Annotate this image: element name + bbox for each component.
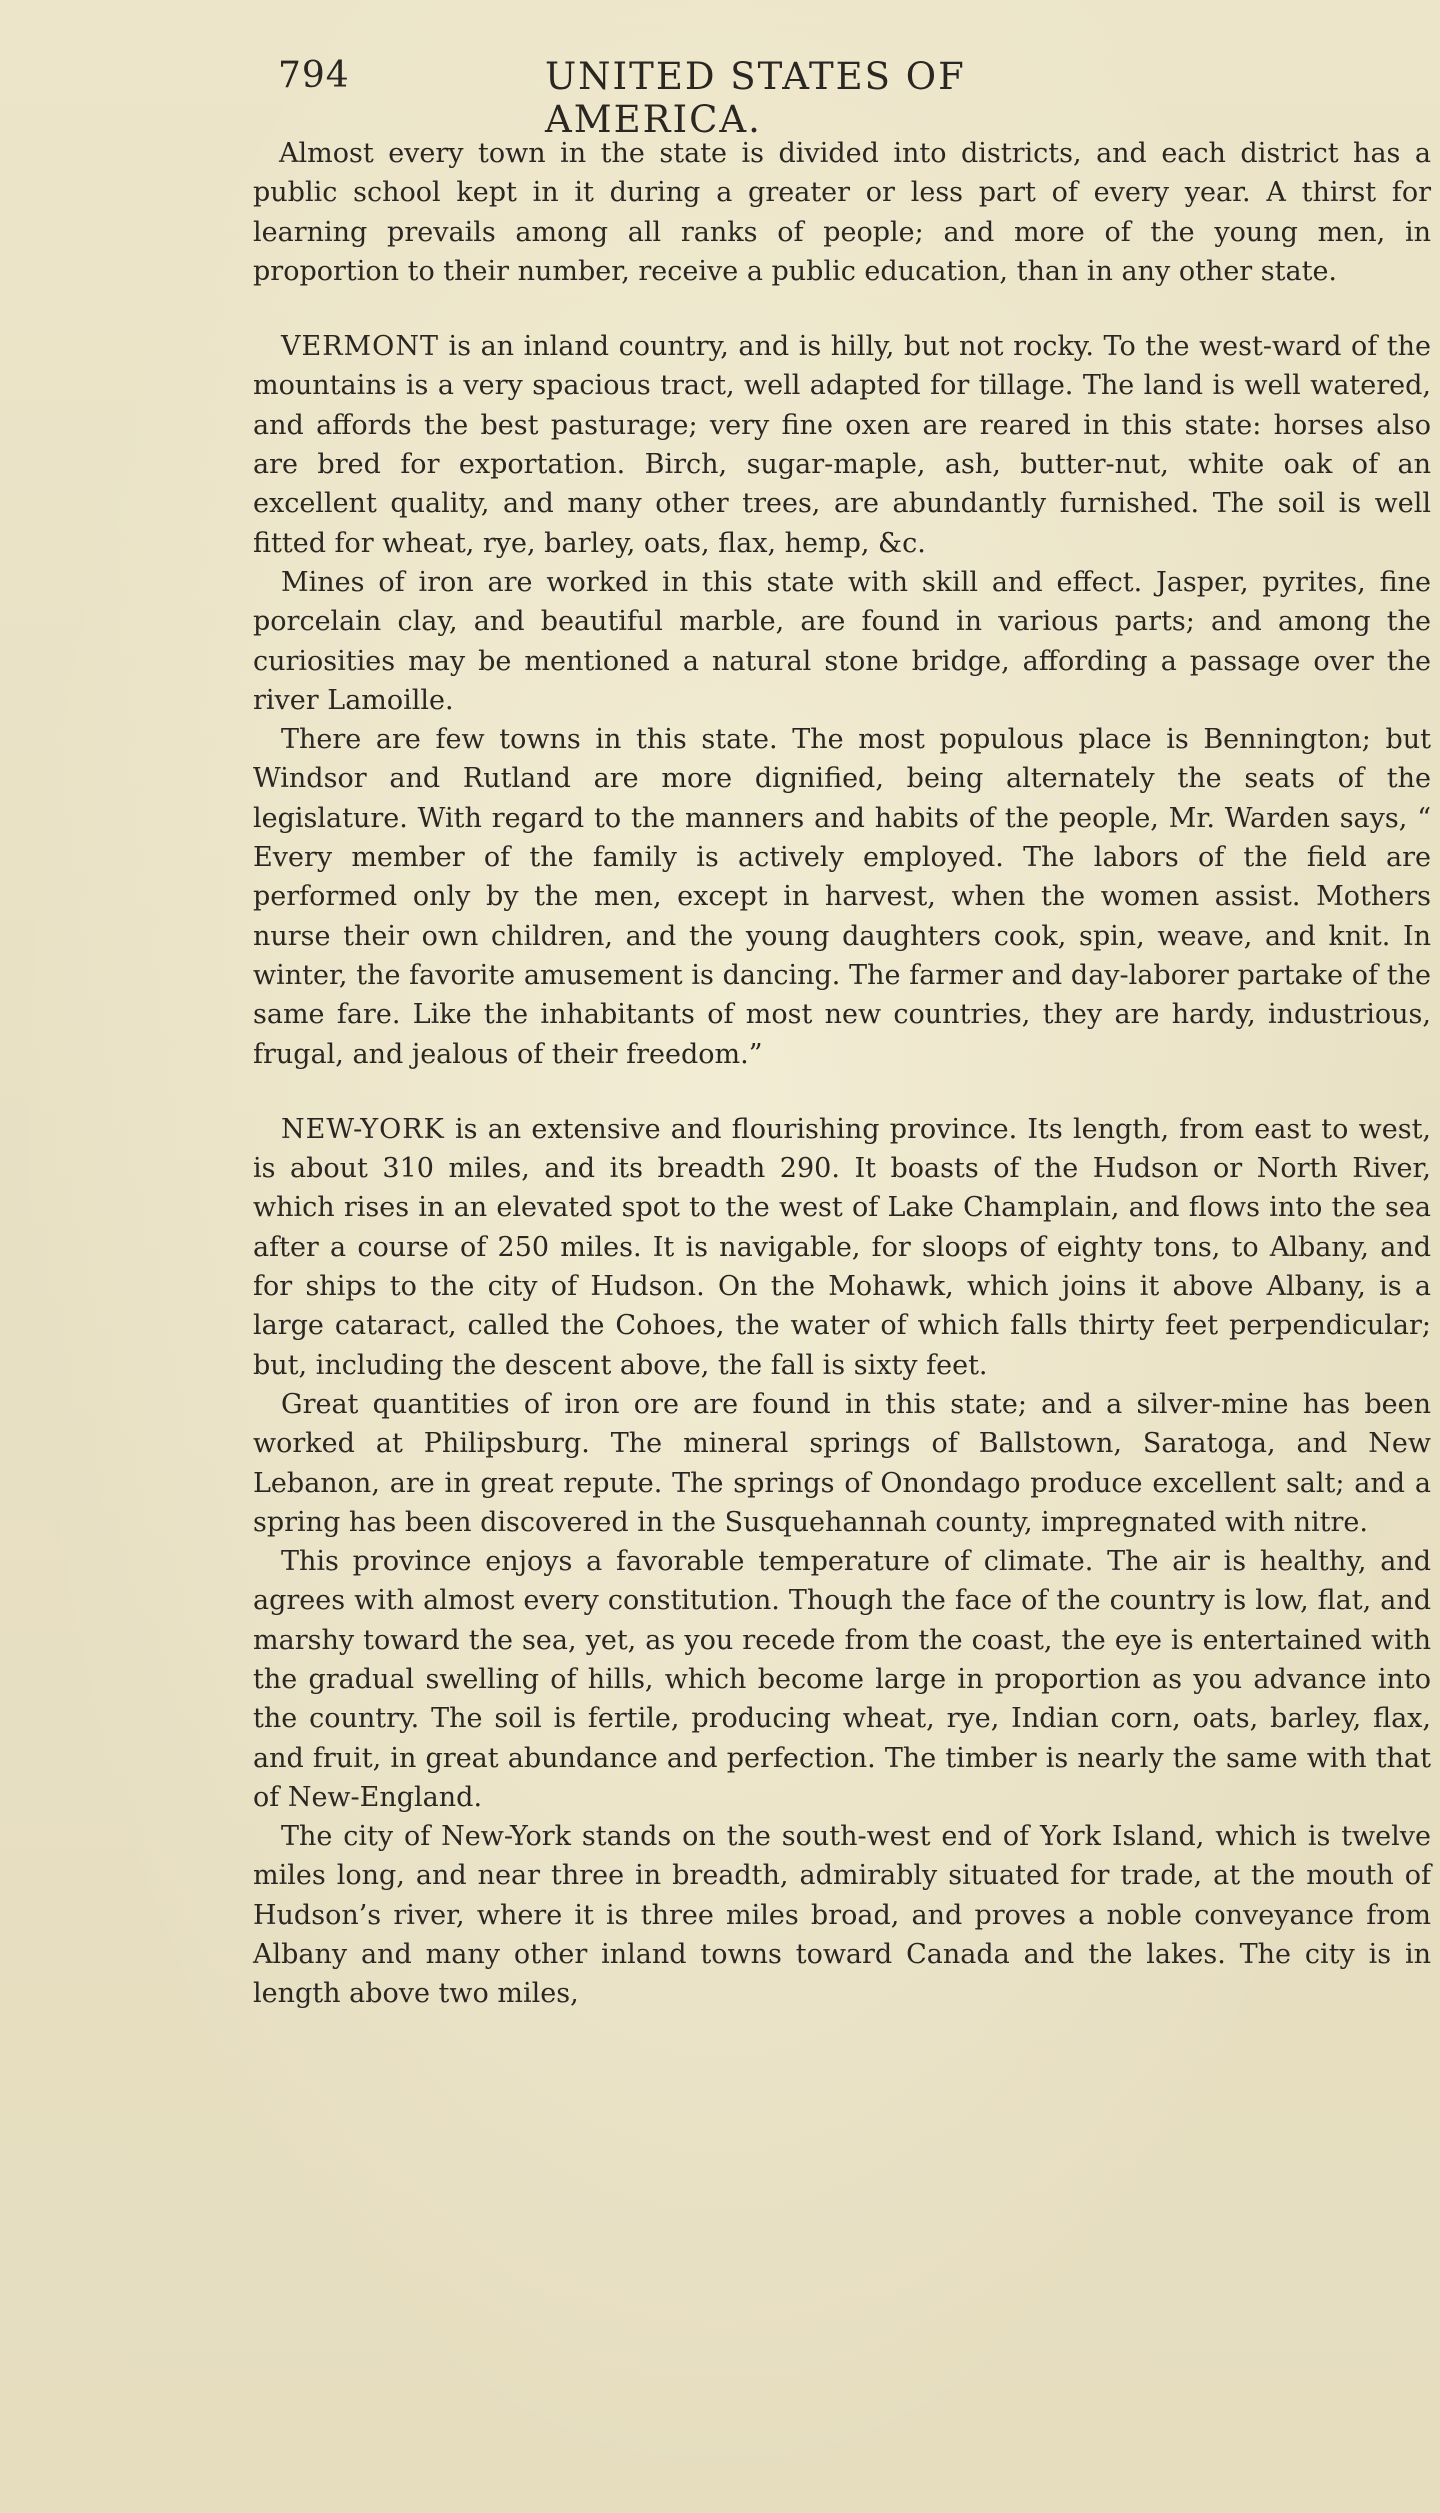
paragraph-newyork-intro xyxy=(253,1110,1431,1385)
page-header xyxy=(270,55,1190,141)
paragraph-text: is an inland country, and is hilly, but not rocky. To the west-ward of the mountains is a very spacious tract, well adapted for tillage. The land is well watered, and affords the best pasturage; very fine oxen are reared in this state: horses also are bred for exportation. Birch, sugar-maple, ash, butter-nut, white oak of an excellent quality, and many other trees, are abundantly furnished. The soil is well fitted for wheat, rye, barley, oats, flax, hemp, &c. xyxy=(253,331,1431,559)
paragraph-vermont-mines xyxy=(253,563,1431,720)
paragraph-text: is an extensive and flourishing province. Its length, from east to west, is about 310 miles, and its breadth 290. It boasts of the Hudson or North River, which rises in an elevated spot to the west of Lake Champlain, and flows into the sea after a course of 250 miles. It is navigable, for sloops of eighty tons, to Albany, and for ships to the city of Hudson. On the Mohawk, which joins it above Albany, is a large cataract, called the Cohoes, the water of which falls thirty feet perpendicular; but, including the descent above, the fall is sixty feet. xyxy=(253,1113,1431,1381)
running-head: UNITED STATES OF AMERICA. xyxy=(545,55,966,141)
paragraph-newyork-climate xyxy=(253,1542,1431,1817)
paragraph-text: There are few towns in this state. The most populous place is Bennington; but Windsor and Rutland are more dignified, being alternately the seats of the legislature. With regard to the manners and habits of the people, Mr. Warden says, “ Every member of the family is actively employed. The labors of the field are performed only by the men, except in harvest, when the women assist. Mothers nurse their own children, and the young daughters cook, spin, weave, and knit. In winter, the favorite amusement is dancing. The farmer and day-laborer partake of the same fare. Like the inhabitants of most new countries, they are hardy, industrious, frugal, and jealous of their freedom.” xyxy=(253,724,1431,1070)
paragraph-vermont-towns xyxy=(253,720,1431,1074)
body-text xyxy=(253,134,1431,2014)
paragraph-text: The city of New-York stands on the south-west end of York Island, which is twelve miles long, and near three in breadth, admirably situated for trade, at the mouth of Hudson’s river, where it is three miles broad, and proves a noble conveyance from Albany and many other inland towns toward Canada and the lakes. The city is in length above two miles, xyxy=(253,1821,1431,2010)
paragraph-newyork-city xyxy=(253,1817,1431,2013)
page-number: 794 xyxy=(278,55,350,96)
section-heading-vermont: VERMONT xyxy=(281,331,439,363)
paragraph-text: Great quantities of iron ore are found in this state; and a silver-mine has been worked at Philipsburg. The mineral springs of Ballstown, Saratoga, and New Lebanon, are in great repute. The springs of Onondago produce excellent salt; and a spring has been discovered in the Susquehannah county, impregnated with nitre. xyxy=(253,1388,1431,1538)
paragraph-vermont-intro xyxy=(253,327,1431,563)
paragraph-schools xyxy=(253,134,1431,291)
paragraph-text: Mines of iron are worked in this state with skill and effect. Jasper, pyrites, fine porcelain clay, and beautiful marble, are found in various parts; and among the curiosities may be mentioned a natural stone bridge, affording a passage over the river Lamoille. xyxy=(253,566,1431,716)
paragraph-text: This province enjoys a favorable temperature of climate. The air is healthy, and agrees with almost every constitution. Though the face of the country is low, flat, and marshy toward the sea, yet, as you recede from the coast, the eye is entertained with the gradual swelling of hills, which become large in proportion as you advance into the country. The soil is fertile, producing wheat, rye, Indian corn, oats, barley, flax, and fruit, in great abundance and perfection. The timber is nearly the same with that of New-England. xyxy=(253,1546,1431,1813)
paragraph-text: Almost every town in the state is divided into districts, and each district has a public school kept in it during a greater or less part of every year. A thirst for learning prevails among all ranks of people; and more of the young men, in proportion to their number, receive a public education, than in any other state. xyxy=(253,138,1431,287)
section-heading-newyork: NEW-YORK xyxy=(281,1113,445,1145)
paragraph-newyork-minerals xyxy=(253,1385,1431,1542)
